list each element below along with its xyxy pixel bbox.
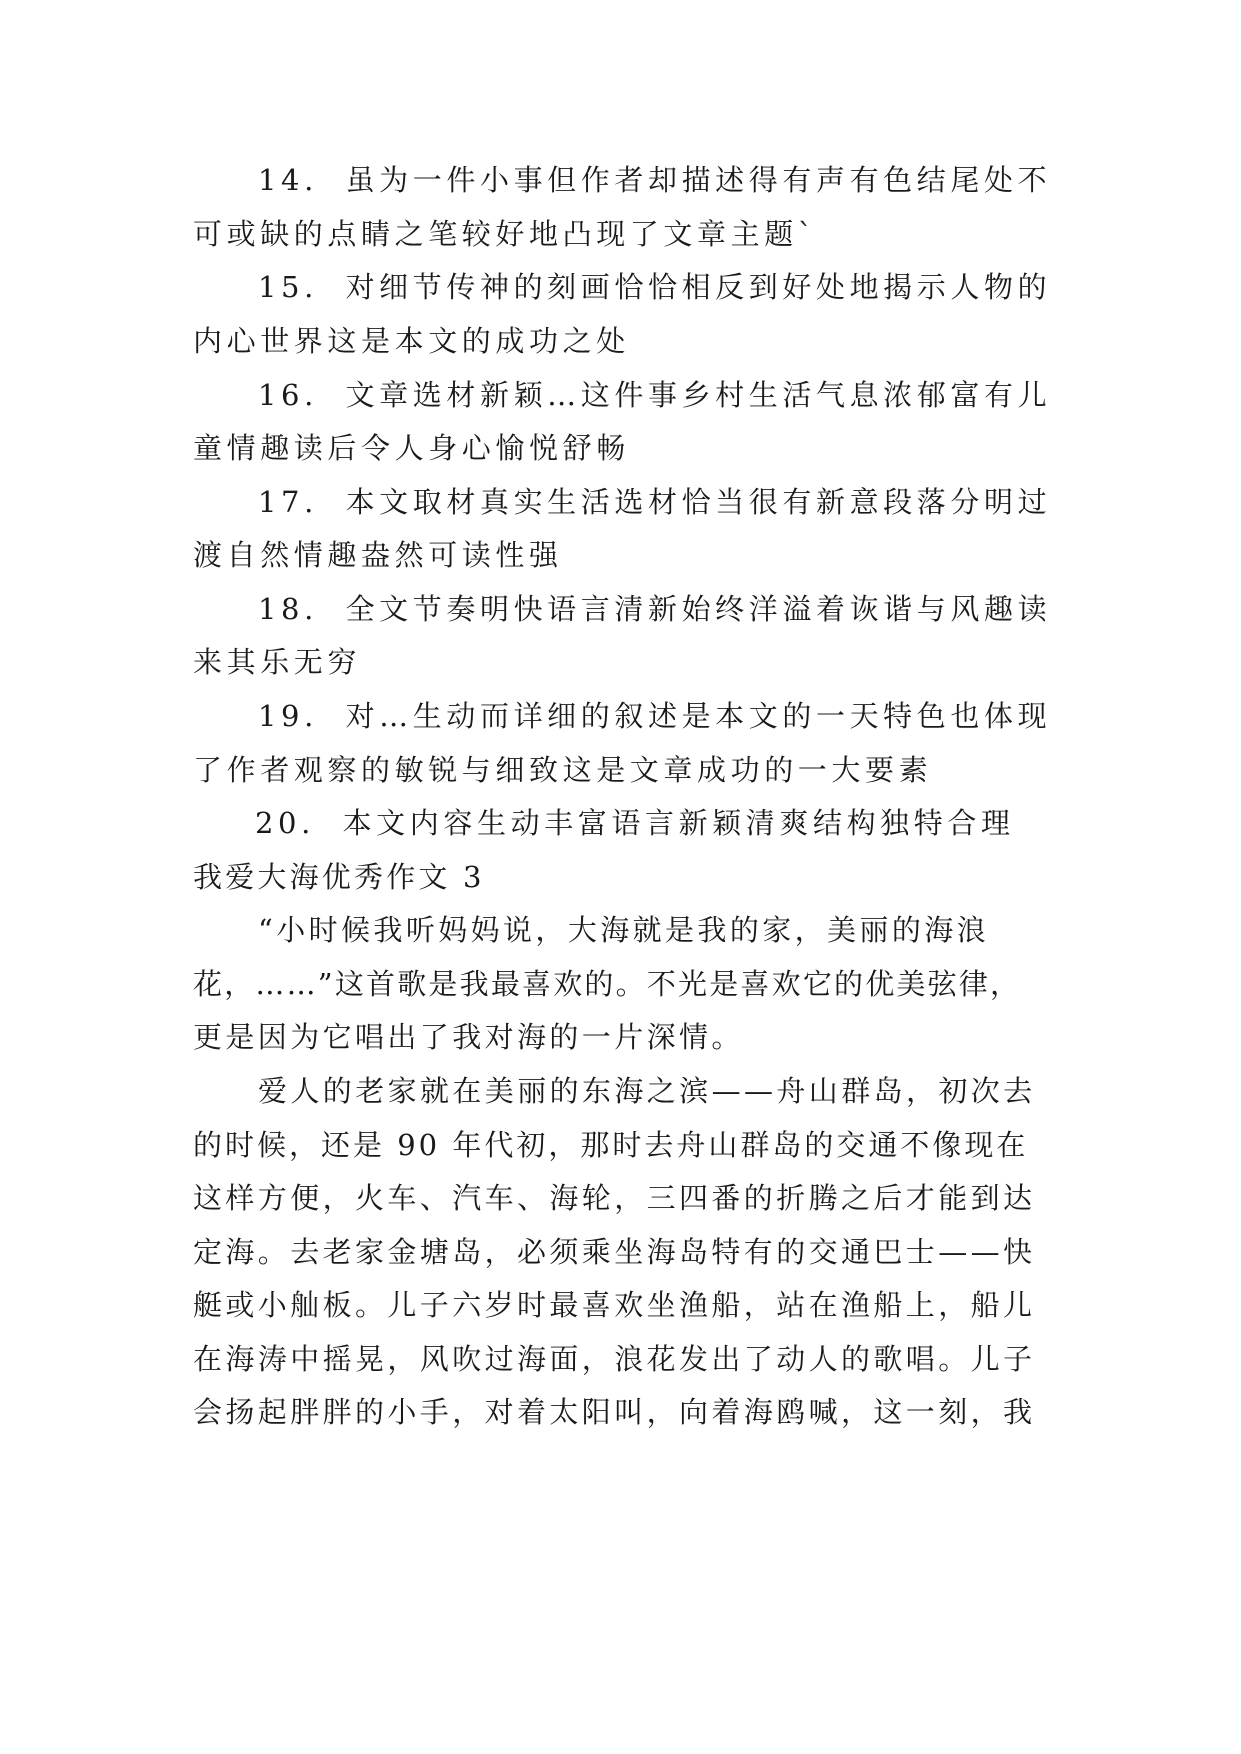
list-item-text: 本文取材真实生活选材恰当很有新意段落分明过 (345, 485, 1052, 519)
list-item-number: 19. (258, 699, 318, 733)
list-item-text: 全文节奏明快语言清新始终洋溢着诙谐与风趣读 (345, 592, 1052, 626)
paragraph-2-line-6: 在海涛中摇晃，风吹过海面，浪花发出了动人的歌唱。儿子 (193, 1342, 1036, 1376)
list-item-text: 对…生动而详细的叙述是本文的一天特色也体现 (345, 699, 1052, 733)
paragraph-2-line-1: 爱人的老家就在美丽的东海之滨——舟山群岛，初次去 (258, 1074, 1036, 1108)
list-item-18-line-2: 来其乐无穷 (193, 645, 362, 679)
paragraph-2-line-5: 艇或小舢板。儿子六岁时最喜欢坐渔船，站在渔船上，船儿 (193, 1288, 1036, 1322)
essay-title: 我爱大海优秀作文 3 (193, 860, 485, 894)
list-item-number: 17. (258, 485, 318, 519)
list-item-20-line-1 (255, 803, 1015, 843)
list-item-15-line-2: 内心世界这是本文的成功之处 (193, 324, 630, 358)
list-item-14-line-2: 可或缺的点睛之笔较好地凸现了文章主题` (193, 217, 817, 251)
list-item-number: 18. (258, 592, 318, 626)
list-item-number: 14. (258, 163, 318, 197)
list-item-text: 虽为一件小事但作者却描述得有声有色结尾处不 (345, 163, 1052, 197)
paragraph-2-line-3: 这样方便，火车、汽车、海轮，三四番的折腾之后才能到达 (193, 1181, 1036, 1215)
list-item-number: 20. (255, 806, 315, 840)
list-item-17-line-2: 渡自然情趣盎然可读性强 (193, 538, 563, 572)
paragraph-1-line-2: 花，……”这首歌是我最喜欢的。不光是喜欢它的优美弦律， (193, 967, 1022, 1001)
list-item-14-line-1 (258, 160, 1051, 200)
list-item-text: 本文内容生动丰富语言新颖清爽结构独特合理 (342, 806, 1015, 840)
paragraph-2-line-2: 的时候，还是 90 年代初，那时去舟山群岛的交通不像现在 (193, 1128, 1029, 1162)
paragraph-2-line-4: 定海。去老家金塘岛，必须乘坐海岛特有的交通巴士——快 (193, 1235, 1036, 1269)
list-item-19-line-2: 了作者观察的敏锐与细致这是文章成功的一大要素 (193, 753, 933, 787)
paragraph-2-line-7: 会扬起胖胖的小手，对着太阳叫，向着海鸥喊，这一刻，我 (193, 1395, 1036, 1429)
list-item-number: 16. (258, 378, 318, 412)
paragraph-1-line-3: 更是因为它唱出了我对海的一片深情。 (193, 1020, 744, 1054)
list-item-17-line-1 (258, 482, 1051, 522)
list-item-19-line-1 (258, 696, 1051, 736)
list-item-text: 文章选材新颖…这件事乡村生活气息浓郁富有儿 (345, 378, 1052, 412)
list-item-number: 15. (258, 270, 318, 304)
list-item-text: 对细节传神的刻画恰恰相反到好处地揭示人物的 (345, 270, 1052, 304)
list-item-18-line-1 (258, 589, 1051, 629)
list-item-16-line-2: 童情趣读后令人身心愉悦舒畅 (193, 431, 630, 465)
list-item-15-line-1 (258, 267, 1051, 307)
list-item-16-line-1 (258, 375, 1051, 415)
paragraph-1-line-1: “小时候我听妈妈说，大海就是我的家，美丽的海浪 (258, 913, 990, 947)
